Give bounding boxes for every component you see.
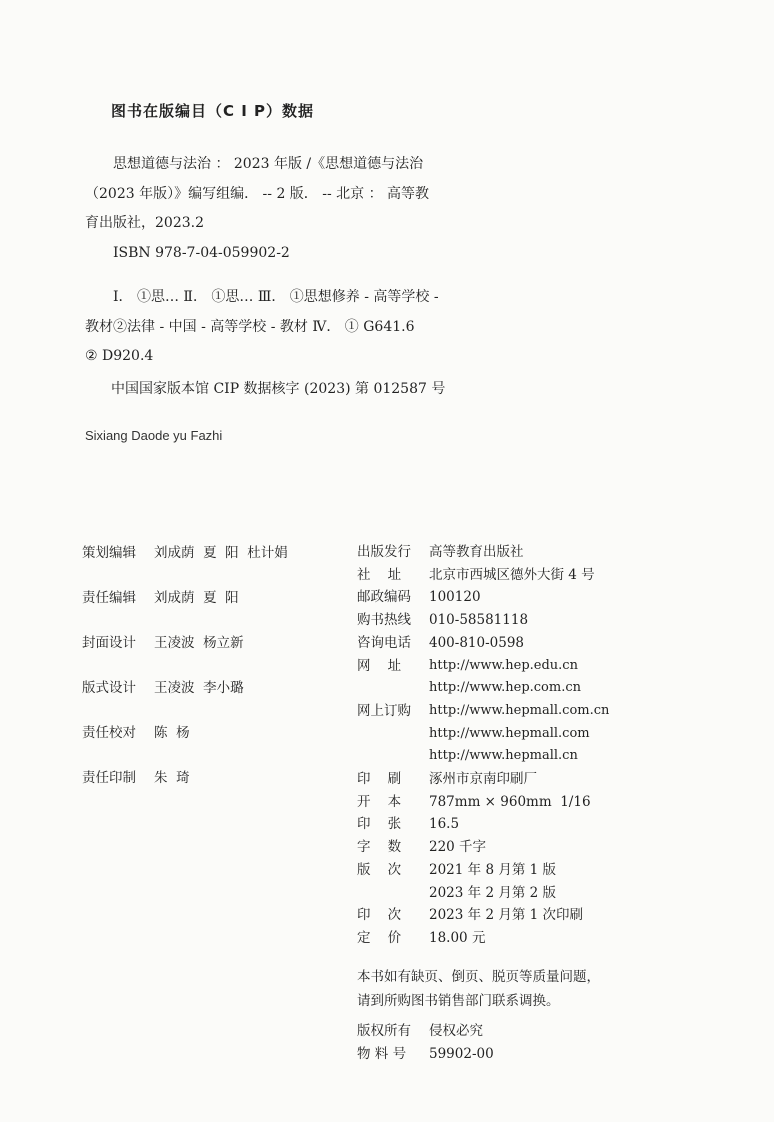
pub-key: 开 本 [357, 793, 402, 810]
website-link: http://www.hep.edu.cn [429, 657, 578, 673]
pub-value: 787mm × 960mm 1/16 [429, 793, 591, 810]
credit-label: 责任校对 [82, 725, 136, 741]
cip-line: Ⅰ． ①思… Ⅱ． ①思… Ⅲ． ①思想修养 - 高等学校 - [113, 289, 439, 305]
material-number: 59902-00 [429, 1046, 494, 1062]
pub-value: 2021 年 8 月第 1 版 [429, 861, 556, 878]
credit-label: 责任编辑 [82, 590, 136, 606]
pub-key: 网 址 [357, 657, 402, 674]
credit-value: 王凌波 杨立新 [154, 635, 244, 651]
pub-value: 2023 年 2 月第 1 次印刷 [429, 907, 583, 924]
rights-row [357, 1020, 494, 1043]
credit-value: 刘成荫 夏 阳 [154, 590, 239, 606]
cip-isbn: ISBN 978-7-04-059902-2 [113, 244, 290, 261]
pub-row [357, 904, 657, 927]
quality-notice [357, 965, 600, 1013]
pub-value: 400-810-0598 [429, 634, 525, 651]
cip-title: 图书在版编目（C I P）数据 [111, 102, 315, 120]
pub-key: 印 次 [357, 907, 402, 924]
pinyin-title: Sixiang Daode yu Fazhi [85, 428, 223, 443]
publication-info [357, 541, 657, 950]
cip-check-number: 中国国家版本馆 CIP 数据核字 (2023) 第 012587 号 [111, 381, 446, 397]
editor-credits [82, 541, 342, 811]
cip-line: ② D920.4 [85, 348, 154, 364]
pub-key: 咨询电话 [357, 634, 411, 651]
rights-row [357, 1043, 494, 1066]
pub-value: 涿州市京南印刷厂 [429, 771, 537, 788]
credit-row [82, 676, 342, 721]
pub-value: 16.5 [429, 816, 460, 833]
pub-row [357, 813, 657, 836]
pub-row [357, 723, 657, 746]
pub-value: 2023 年 2 月第 2 版 [429, 884, 556, 901]
pub-value: 北京市西城区德外大街 4 号 [429, 566, 595, 583]
website-link: http://www.hepmall.com [429, 725, 590, 741]
pub-row [357, 541, 657, 564]
pub-key [357, 882, 429, 905]
credit-label: 封面设计 [82, 635, 136, 651]
pub-key: 购书热线 [357, 612, 411, 629]
cip-line: 思想道德与法治 ： 2023 年版 /《思想道德与法治 [113, 156, 424, 172]
credit-row [82, 541, 342, 586]
credit-value: 王凌波 李小璐 [154, 680, 244, 696]
pub-row [357, 586, 657, 609]
rights-key: 物 料 号 [357, 1046, 407, 1062]
cip-line: 教材②法律 - 中国 - 高等学校 - 教材 Ⅳ． ① G641.6 [85, 318, 415, 335]
rights-info [357, 1020, 494, 1066]
credit-value: 朱 琦 [154, 770, 190, 786]
notice-line: 本书如有缺页、倒页、脱页等质量问题， [357, 969, 600, 985]
pub-row [357, 677, 657, 700]
credit-row [82, 721, 342, 766]
pub-row [357, 836, 657, 859]
website-link: http://www.hepmall.cn [429, 748, 578, 764]
rights-key: 版权所有 [357, 1023, 411, 1039]
pub-value: 220 千字 [429, 839, 487, 856]
notice-line: 请到所购图书销售部门联系调换。 [357, 993, 560, 1009]
pub-key: 定 价 [357, 929, 402, 946]
cip-line: 育出版社，2023.2 [85, 215, 204, 231]
pub-value: 100120 [429, 589, 481, 606]
credit-label: 策划编辑 [82, 545, 136, 561]
pub-row [357, 700, 657, 723]
pub-row [357, 859, 657, 882]
pub-row [357, 882, 657, 905]
pub-value: 010-58581118 [429, 612, 529, 629]
pub-key: 版 次 [357, 861, 402, 878]
pub-row [357, 564, 657, 587]
pub-key: 字 数 [357, 839, 402, 856]
credit-row [82, 766, 342, 811]
credit-row [82, 631, 342, 676]
pub-row [357, 745, 657, 768]
pub-row [357, 632, 657, 655]
pub-row [357, 791, 657, 814]
credit-label: 版式设计 [82, 680, 136, 696]
pub-row [357, 609, 657, 632]
pub-key: 印 刷 [357, 771, 402, 788]
credit-value: 刘成荫 夏 阳 杜计娟 [154, 545, 288, 561]
credit-row [82, 586, 342, 631]
pub-key: 出版发行 [357, 544, 411, 560]
credit-label: 责任印制 [82, 770, 136, 786]
cip-line: （2023 年版）》编写组编． -- 2 版． -- 北京 ： 高等教 [85, 185, 430, 202]
pub-row [357, 655, 657, 678]
cip-record [85, 150, 545, 372]
pub-key: 社 址 [357, 566, 402, 583]
pub-key [357, 677, 429, 700]
pub-key: 邮政编码 [357, 589, 411, 606]
website-link: http://www.hepmall.com.cn [429, 702, 610, 718]
price-value: 18.00 元 [429, 929, 486, 946]
pub-key [357, 745, 429, 768]
pub-row [357, 768, 657, 791]
pub-row [357, 927, 657, 950]
pub-key: 网上订购 [357, 702, 411, 719]
rights-value: 侵权必究 [429, 1023, 483, 1039]
website-link: http://www.hep.com.cn [429, 680, 581, 696]
pub-key: 印 张 [357, 816, 402, 833]
pub-value: 高等教育出版社 [429, 544, 524, 560]
pub-key [357, 723, 429, 746]
credit-value: 陈 杨 [154, 725, 190, 741]
